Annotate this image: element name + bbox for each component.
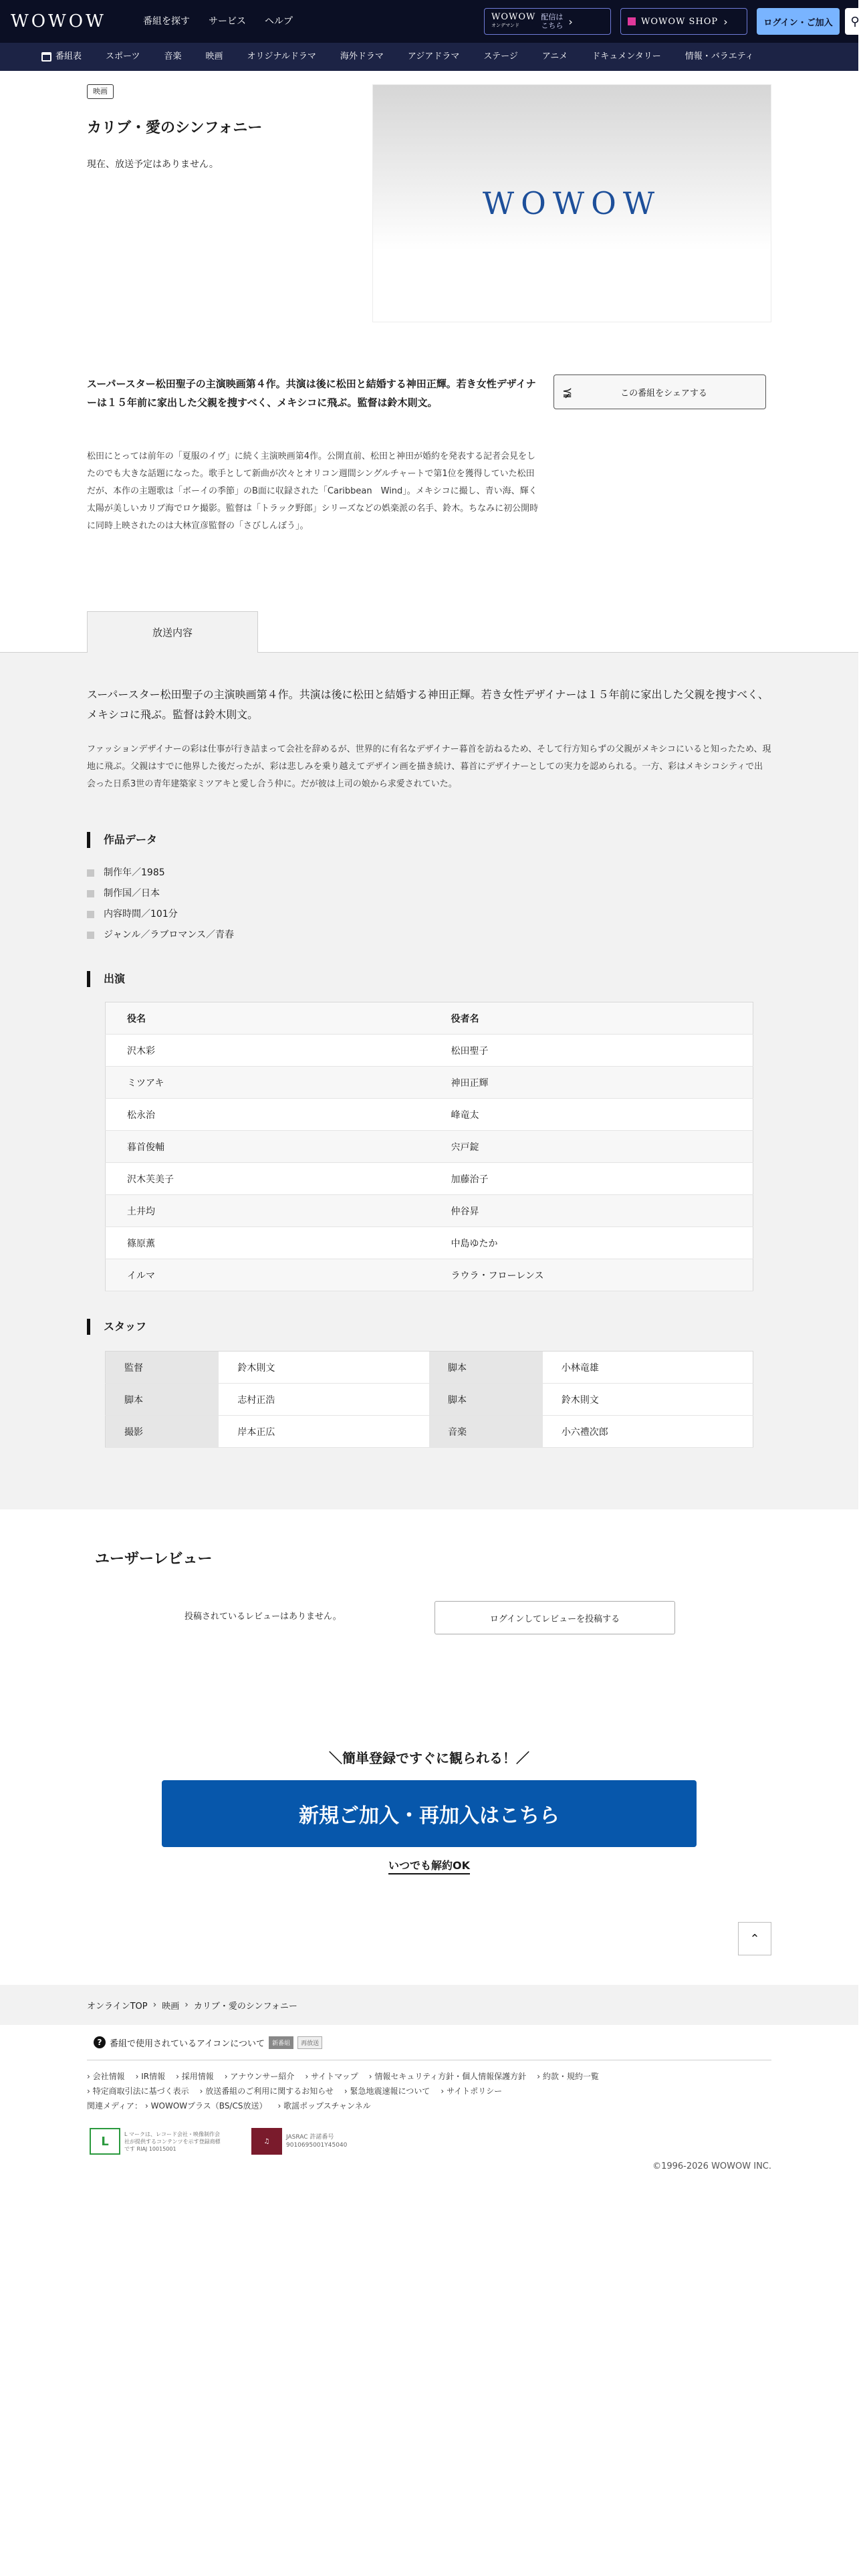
footer-link[interactable]: › 会社情報	[87, 2069, 125, 2084]
shop-button[interactable]: WOWOW SHOP ›	[620, 8, 747, 35]
no-reviews-message: 投稿されているレビューはありません。	[184, 1612, 342, 1622]
actor-cell: 松田聖子	[430, 1035, 753, 1067]
staff-name: 小六禮次郎	[543, 1416, 753, 1448]
calendar-icon	[41, 52, 51, 62]
column-header-role: 役名	[106, 1002, 430, 1035]
copyright: ©1996-2026 WOWOW INC.	[652, 2161, 771, 2171]
nav-service[interactable]: サービス	[209, 16, 246, 27]
footer-link[interactable]: › サイトマップ	[305, 2069, 358, 2084]
tab-broadcast-content[interactable]: 放送内容	[87, 611, 258, 653]
genre-music[interactable]: 音楽	[164, 51, 182, 62]
genre-anime[interactable]: アニメ	[541, 51, 568, 62]
table-row	[106, 1163, 753, 1195]
cancel-anytime-note: いつでも解約OK	[0, 1858, 858, 1874]
footer-links	[87, 2069, 771, 2084]
chevron-right-icon: ›	[723, 15, 728, 28]
cta-copy: ＼簡単登録ですぐに観られる！／	[329, 1750, 529, 1766]
program-description: 松田にとっては前年の「夏服のイヴ」に続く主演映画第4作。公開直前、松田と神田が婚約を発表する記者会見をしたのでも大きな話題になった。歌手として新曲が次々とオリコン週間シングルチャートで第1位を獲得していた松田だが、本作の主題歌は「ボーイの季節」のB面に収録された「Caribbean Wind」。メキシコに撮し、青い海、輝く太陽が美しいカリブ海でロケ撮影。監督は「トラック野郎」シリーズなどの娯楽派の名手、鈴木。ちなみに初公開時に同時上映されたのは大林宣彦監督の「さびしんぼう」。	[87, 451, 539, 531]
actor-cell: 峰竜太	[430, 1099, 753, 1131]
role-cell: ミツアキ	[106, 1067, 430, 1099]
footer-link[interactable]: › アナウンサー紹介	[225, 2069, 295, 2084]
ondemand-logo: WOWOW オンデマンド	[491, 12, 536, 28]
jasrac-icon: ♫	[251, 2128, 282, 2155]
global-nav	[134, 15, 302, 28]
certification-logos	[90, 2128, 347, 2155]
table-row	[106, 1384, 753, 1416]
genre-nav	[0, 43, 858, 71]
genre-sports[interactable]: スポーツ	[106, 51, 140, 62]
chevron-right-icon: ›	[568, 15, 573, 28]
footer-link[interactable]: › 緊急地震速報について	[344, 2084, 430, 2099]
staff-name: 鈴木則文	[543, 1384, 753, 1416]
staff-role: 脚本	[429, 1352, 543, 1384]
icon-help-link[interactable]: ? 番組で使用されているアイコンについて 新番組 再放送	[94, 2030, 322, 2054]
question-icon: ?	[94, 2036, 106, 2048]
shop-icon	[628, 17, 636, 25]
l-mark-icon: L	[90, 2128, 120, 2155]
login-to-review-button[interactable]: ログインしてレビューを投稿する	[435, 1601, 675, 1634]
footer-link[interactable]: › 約款・規約一覧	[537, 2069, 599, 2084]
column-header-actor: 役者名	[430, 1002, 753, 1035]
genre-original-drama[interactable]: オリジナルドラマ	[247, 51, 316, 62]
genre-variety[interactable]: 情報・バラエティ	[685, 51, 754, 62]
actor-cell: 宍戸錠	[430, 1131, 753, 1163]
footer-link[interactable]: › WOWOWプラス（BS/CS放送）	[145, 2099, 267, 2113]
jasrac-logo: ♫ JASRAC 許諾番号 9010695001Y45040	[251, 2128, 347, 2155]
related-media-links	[87, 2099, 771, 2113]
wowow-image-logo: WOWOW	[482, 185, 662, 221]
breadcrumb-movie[interactable]: 映画	[162, 2001, 180, 2012]
program-lead: スーパースター松田聖子の主演映画第４作。共演は後に松田と結婚する神田正輝。若き女性デザイナーは１５年前に家出した父親を捜すべく、メキシコに飛ぶ。監督は鈴木則文。	[87, 378, 536, 409]
login-button[interactable]: ログイン・ご加入	[757, 8, 840, 35]
chevron-up-icon[interactable]: ⌃	[738, 1922, 771, 1955]
table-row	[106, 1099, 753, 1131]
table-row	[106, 1131, 753, 1163]
footer-link[interactable]: › 歌謡ポップスチャンネル	[277, 2099, 370, 2113]
actor-cell: 加藤治子	[430, 1163, 753, 1195]
global-header	[0, 0, 858, 43]
role-cell: イルマ	[106, 1259, 430, 1291]
table-row	[106, 1067, 753, 1099]
genre-overseas-drama[interactable]: 海外ドラマ	[340, 51, 384, 62]
nav-find-programs[interactable]: 番組を探す	[143, 16, 190, 27]
footer-link[interactable]: › サイトポリシー	[441, 2084, 502, 2099]
content-lead: スーパースター松田聖子の主演映画第４作。共演は後に松田と結婚する神田正輝。若き女性デザイナーは１５年前に家出した父親を捜すべく、メキシコに飛ぶ。監督は鈴木則文。	[87, 688, 769, 721]
related-media-label: 関連メディア：	[87, 2101, 143, 2111]
actor-cell: 仲谷昇	[430, 1195, 753, 1227]
actor-cell: 神田正輝	[430, 1067, 753, 1099]
genre-badge: 映画	[87, 84, 114, 99]
program-image	[372, 84, 771, 322]
table-header-row	[106, 1002, 753, 1035]
role-cell: 沢木彩	[106, 1035, 430, 1067]
actor-cell: 中島ゆたか	[430, 1227, 753, 1259]
wowow-logo[interactable]: WOWOW	[11, 11, 106, 31]
work-data-heading: 作品データ	[87, 832, 157, 848]
ondemand-button[interactable]: WOWOW オンデマンド 配信は こちら ›	[484, 8, 611, 35]
work-data-list	[87, 863, 234, 946]
genre-documentary[interactable]: ドキュメンタリー	[592, 51, 661, 62]
footer-link[interactable]: › 放送番組のご利用に関するお知らせ	[200, 2084, 334, 2099]
chevron-right-icon: ›	[152, 2000, 157, 2010]
reviews-heading: ユーザーレビュー	[95, 1551, 213, 1568]
breadcrumb-current: カリブ・愛のシンフォニー	[193, 2001, 297, 2012]
page-title: カリブ・愛のシンフォニー	[87, 120, 263, 136]
table-row	[106, 1195, 753, 1227]
actor-cell: ラウラ・フローレンス	[430, 1259, 753, 1291]
subscribe-button[interactable]: 新規ご加入・再加入はこちら	[162, 1780, 697, 1847]
l-mark-logo: L L マークは、レコード会社・映像制作会社が提供するコンテンツを示す登録商標です RIAJ 10015001	[90, 2128, 225, 2155]
list-item: 制作国／日本	[87, 883, 234, 904]
table-row	[106, 1035, 753, 1067]
breadcrumb-online-top[interactable]: オンラインTOP	[87, 2001, 148, 2012]
role-cell: 篠原薫	[106, 1227, 430, 1259]
staff-name: 鈴木則文	[219, 1352, 429, 1384]
staff-name: 小林竜雄	[543, 1352, 753, 1384]
new-badge-icon: 新番組	[269, 2036, 293, 2049]
list-item: 内容時間／101分	[87, 904, 234, 925]
table-row	[106, 1227, 753, 1259]
staff-heading: スタッフ	[87, 1319, 146, 1335]
rerun-badge-icon: 再放送	[297, 2036, 322, 2049]
staff-name: 岸本正広	[219, 1416, 429, 1448]
content-synopsis: ファッションデザイナーの彩は仕事が行き詰まって会社を辞めるが、世界的に有名なデザイナー暮首を訪ねるため、そして行方知らずの父親がメキシコにいると知ったため、現地に飛ぶ。父親はすでに他界した後だったが、彩は悲しみを乗り越えてデザイン画を描き続け、暮首にデザイナーとしての実力を認められる。一方、彩はメキシコシティで出会った日系3世の青年建築家ミツアキと愛し合う仲に。だが彼は上司の娘から求愛されていた。	[87, 744, 771, 789]
footer-link[interactable]: › 採用情報	[176, 2069, 214, 2084]
cast-table	[105, 1002, 753, 1291]
genre-stage[interactable]: ステージ	[483, 51, 518, 62]
share-button[interactable]: ⪵ この番組をシェアする	[553, 374, 766, 409]
role-cell: 土井均	[106, 1195, 430, 1227]
search-icon[interactable]: ⚲	[845, 8, 865, 35]
table-row	[106, 1259, 753, 1291]
staff-role: 脚本	[106, 1384, 219, 1416]
role-cell: 暮首俊輔	[106, 1131, 430, 1163]
table-row	[106, 1352, 753, 1384]
footer-link[interactable]: › 情報セキュリティ方針・個人情報保護方針	[369, 2069, 526, 2084]
cast-heading: 出演	[87, 971, 125, 987]
list-item: 制作年／1985	[87, 863, 234, 883]
staff-role: 撮影	[106, 1416, 219, 1448]
footer-links	[87, 2084, 771, 2099]
genre-asian-drama[interactable]: アジアドラマ	[407, 51, 460, 62]
staff-role: 監督	[106, 1352, 219, 1384]
broadcast-schedule: 現在、放送予定はありません。	[87, 159, 219, 170]
footer-link[interactable]: › IR情報	[136, 2069, 166, 2084]
staff-role: 音楽	[429, 1416, 543, 1448]
genre-movie[interactable]: 映画	[205, 51, 223, 62]
staff-table	[105, 1351, 753, 1448]
role-cell: 松永治	[106, 1099, 430, 1131]
staff-name: 志村正浩	[219, 1384, 429, 1416]
breadcrumb	[0, 1985, 858, 2025]
share-icon: ⪵	[562, 385, 573, 399]
chevron-right-icon: ›	[184, 2000, 189, 2010]
staff-role: 脚本	[429, 1384, 543, 1416]
table-row	[106, 1416, 753, 1448]
footer-link[interactable]: › 特定商取引法に基づく表示	[87, 2084, 189, 2099]
role-cell: 沢木芙美子	[106, 1163, 430, 1195]
genre-schedule[interactable]: 番組表	[29, 43, 94, 71]
nav-help[interactable]: ヘルプ	[265, 16, 293, 27]
list-item: ジャンル／ラブロマンス／青春	[87, 925, 234, 946]
